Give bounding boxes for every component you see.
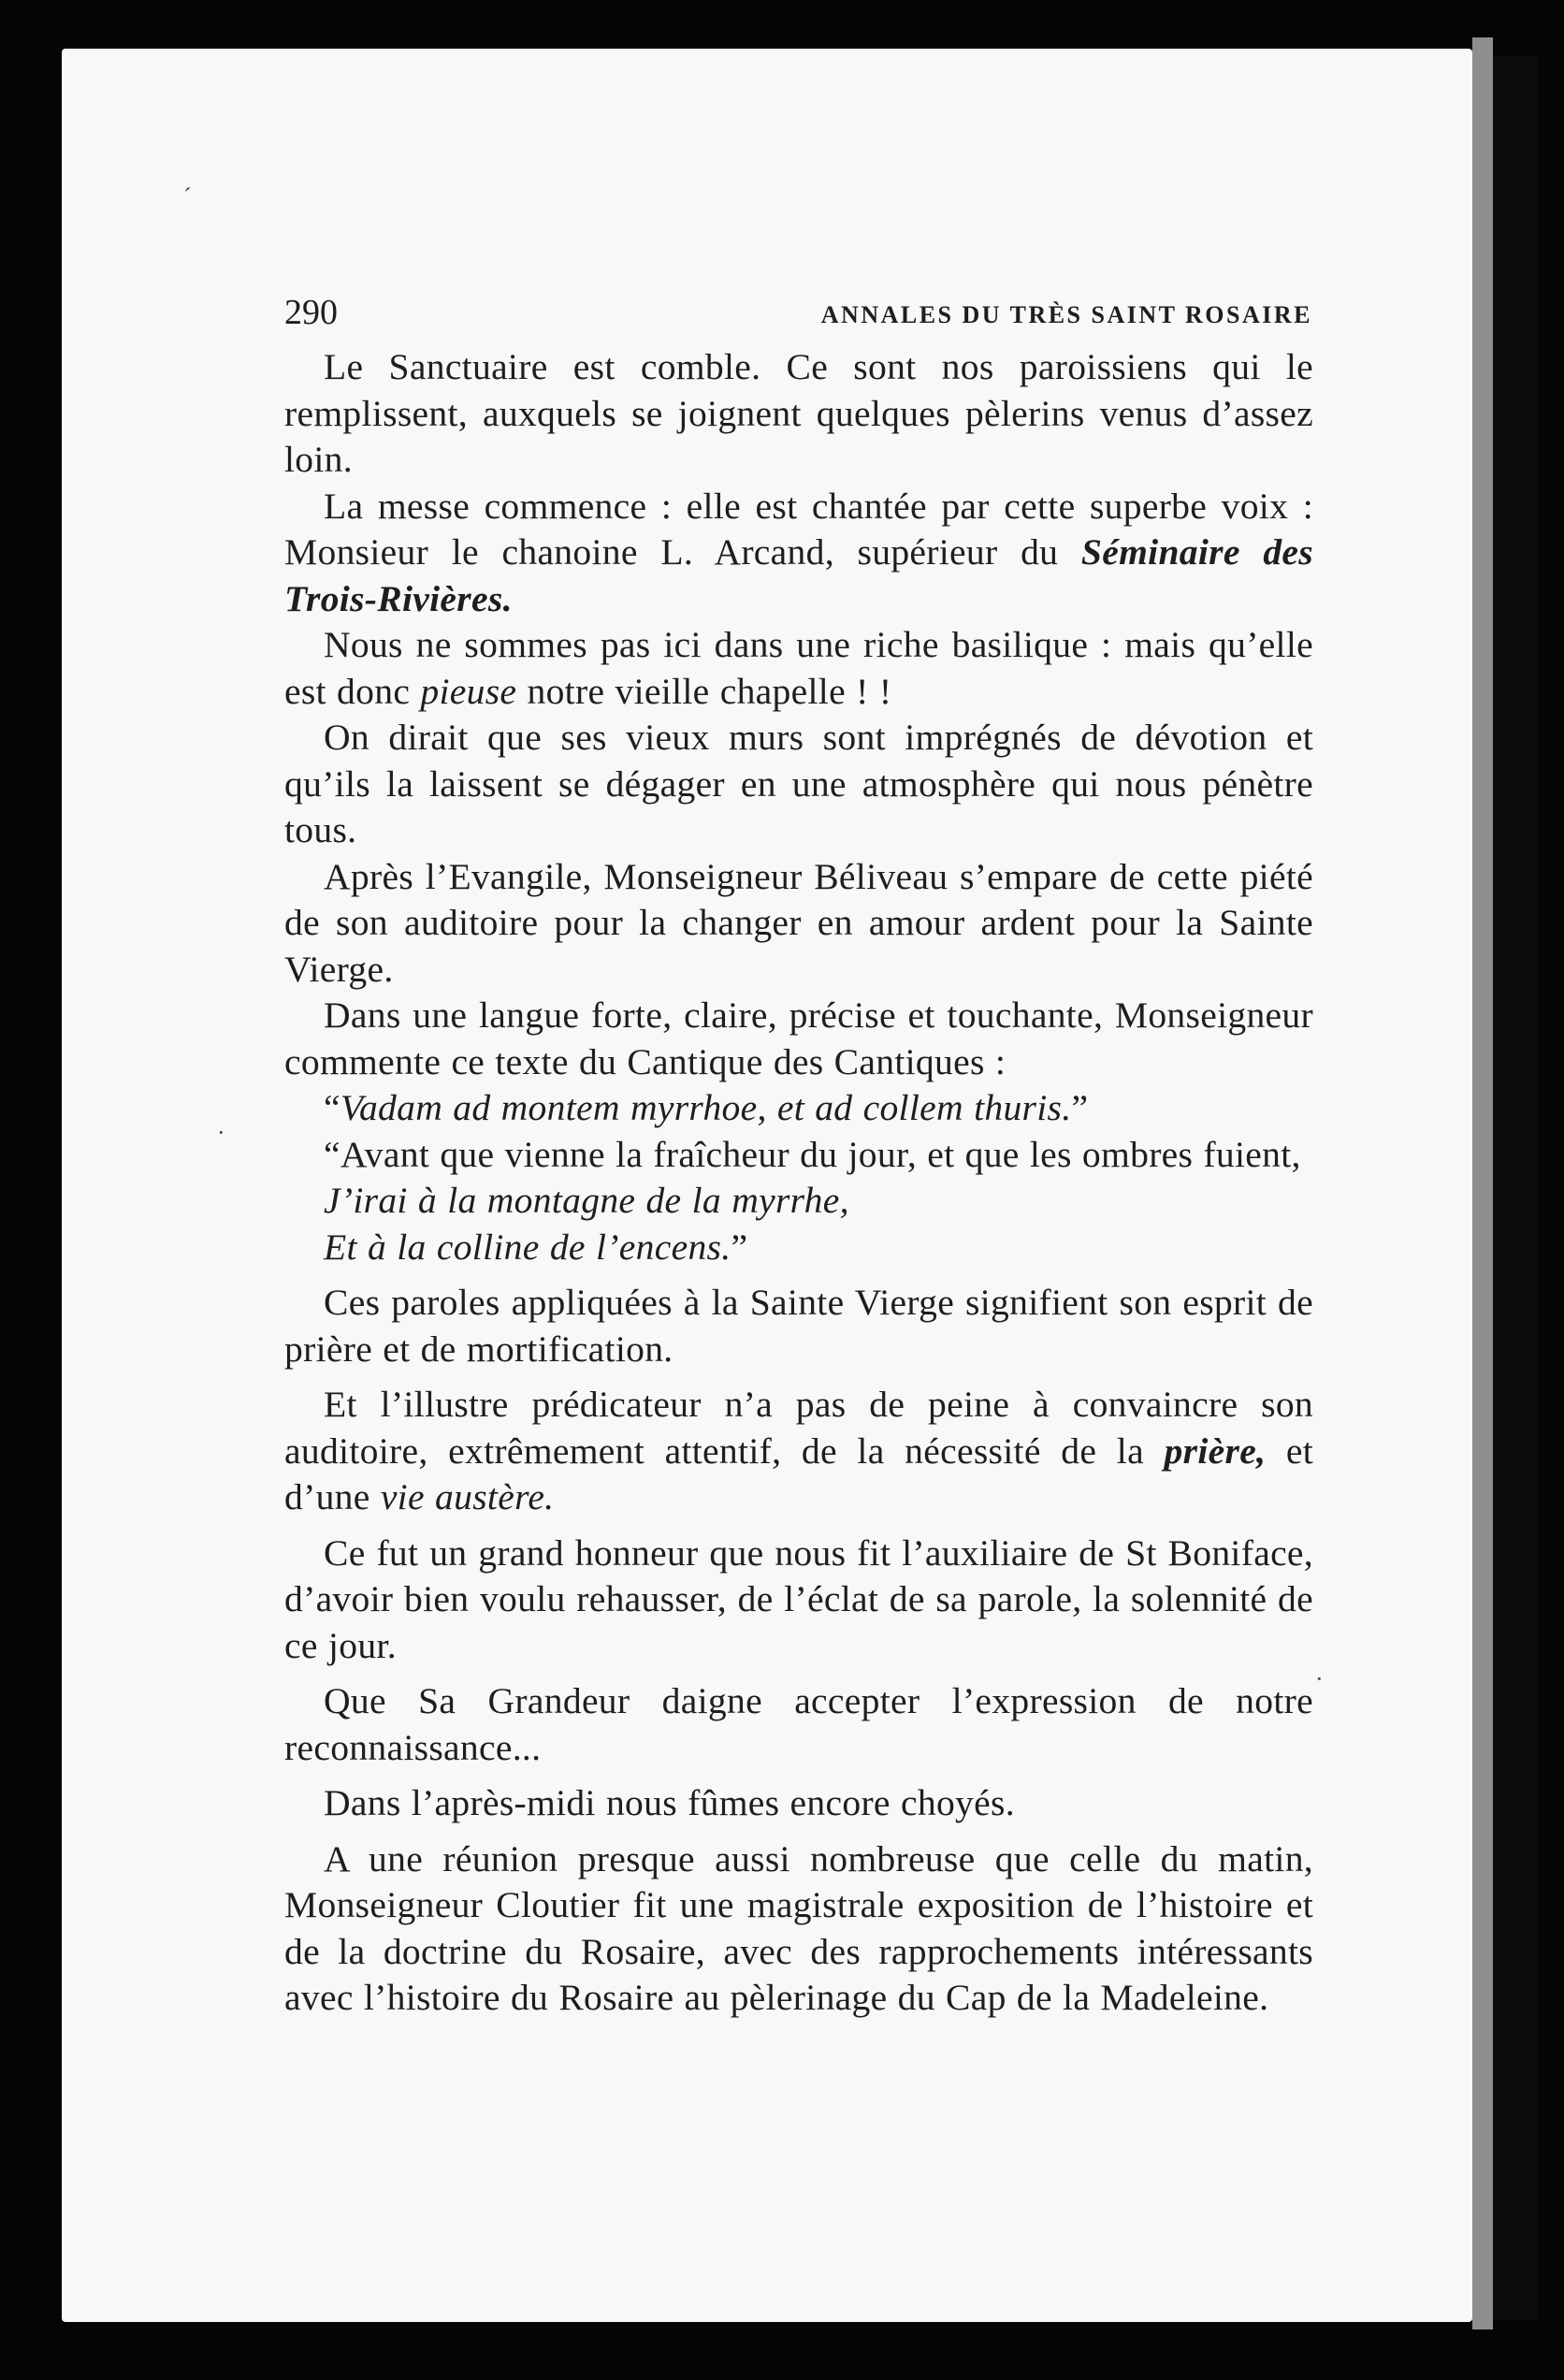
paragraph-text: Nous ne sommes pas ici dans une riche basilique : mais qu’elle est donc xyxy=(284,624,1313,712)
quote-french: “Avant que vienne la fraîcheur du jour, et que les ombres fuient, xyxy=(324,1133,1301,1175)
italic-text: prière, xyxy=(1164,1429,1267,1472)
paragraph-predicateur xyxy=(284,1382,1313,1521)
scan-speck: ´ xyxy=(183,183,192,210)
paragraph-langue: Dans une langue forte, claire, précise et touchante, Monseigneur commente ce texte du Cantique des Cantiques : xyxy=(284,994,1313,1082)
page-number: 290 xyxy=(284,293,338,332)
open-quote: “ xyxy=(324,1087,340,1128)
paragraph-text: Et l’illustre prédicateur n’a pas de peine à convaincre son auditoire, extrêmement attentif, de la nécessité de la xyxy=(284,1384,1313,1472)
paragraph-grandeur: Que Sa Grandeur daigne accepter l’expression de notre reconnaissance... xyxy=(284,1680,1313,1768)
paragraph-reunion: A une réunion presque aussi nombreuse que celle du matin, Monseigneur Cloutier fit une magistrale exposition de l’histoire et de la doctrine du Rosaire, avec des rapprochements intéressants avec l’histoire du Rosaire au pèlerinage du Cap de la Madeleine. xyxy=(284,1837,1313,2018)
running-head xyxy=(284,292,1313,344)
italic-text: pieuse xyxy=(420,670,517,712)
italic-text: Séminaire des Trois-Rivières. xyxy=(284,531,1313,619)
adjacent-page-strip xyxy=(1493,56,1538,2320)
paragraph-paroles: Ces paroles appliquées à la Sainte Vierge signifient son esprit de prière et de mortification. xyxy=(284,1282,1313,1370)
italic-text: J’irai à la montagne de la myrrhe, xyxy=(324,1180,849,1221)
verse-line-1 xyxy=(284,1178,1313,1225)
paragraph-sanctuaire: Le Sanctuaire est comble. Ce sont nos paroissiens qui le remplissent, auxquels se joignent quelques pèlerins venus d’assez loin. xyxy=(284,346,1313,480)
paragraph-basilique xyxy=(284,622,1313,715)
italic-text: vie austère. xyxy=(380,1476,555,1517)
page-text xyxy=(284,292,1313,2022)
scan-speck: · xyxy=(1315,1665,1324,1692)
page-edge-shadow xyxy=(1472,37,1493,2329)
scan-speck: · xyxy=(217,1119,225,1146)
close-quote: ” xyxy=(1071,1087,1089,1128)
paragraph-text: et d’une xyxy=(284,1429,1314,1517)
close-quote: ” xyxy=(731,1226,748,1268)
quote-latin xyxy=(284,1085,1313,1132)
paragraph-murs: On dirait que ses vieux murs sont imprégnés de dévotion et qu’ils la laissent se dégager en une atmosphère qui nous pénètre tous. xyxy=(284,717,1313,850)
verse-line-2 xyxy=(284,1225,1313,1271)
italic-text: Et à la colline de l’encens. xyxy=(324,1226,731,1268)
paragraph-evangile: Après l’Evangile, Monseigneur Béliveau s’empare de cette piété de son auditoire pour la changer en amour ardent pour la Sainte Vierge. xyxy=(284,855,1313,990)
paragraph-apres-midi: Dans l’après-midi nous fûmes encore choyés. xyxy=(324,1782,1015,1823)
paragraph-text: La messe commence : elle est chantée par cette superbe voix : Monsieur le chanoine L. Arcand, supérieur du xyxy=(284,485,1313,573)
paragraph-honneur: Ce fut un grand honneur que nous fit l’auxiliaire de St Boniface, d’avoir bien voulu rehausser, de l’éclat de sa parole, la solennité de ce jour. xyxy=(284,1531,1313,1666)
paragraph-text: notre vieille chapelle ! ! xyxy=(516,670,892,712)
italic-text: Vadam ad montem myrrhoe, et ad collem thuris. xyxy=(340,1087,1072,1128)
running-title: ANNALES DU TRÈS SAINT ROSAIRE xyxy=(820,301,1312,328)
paragraph-messe xyxy=(284,484,1313,623)
